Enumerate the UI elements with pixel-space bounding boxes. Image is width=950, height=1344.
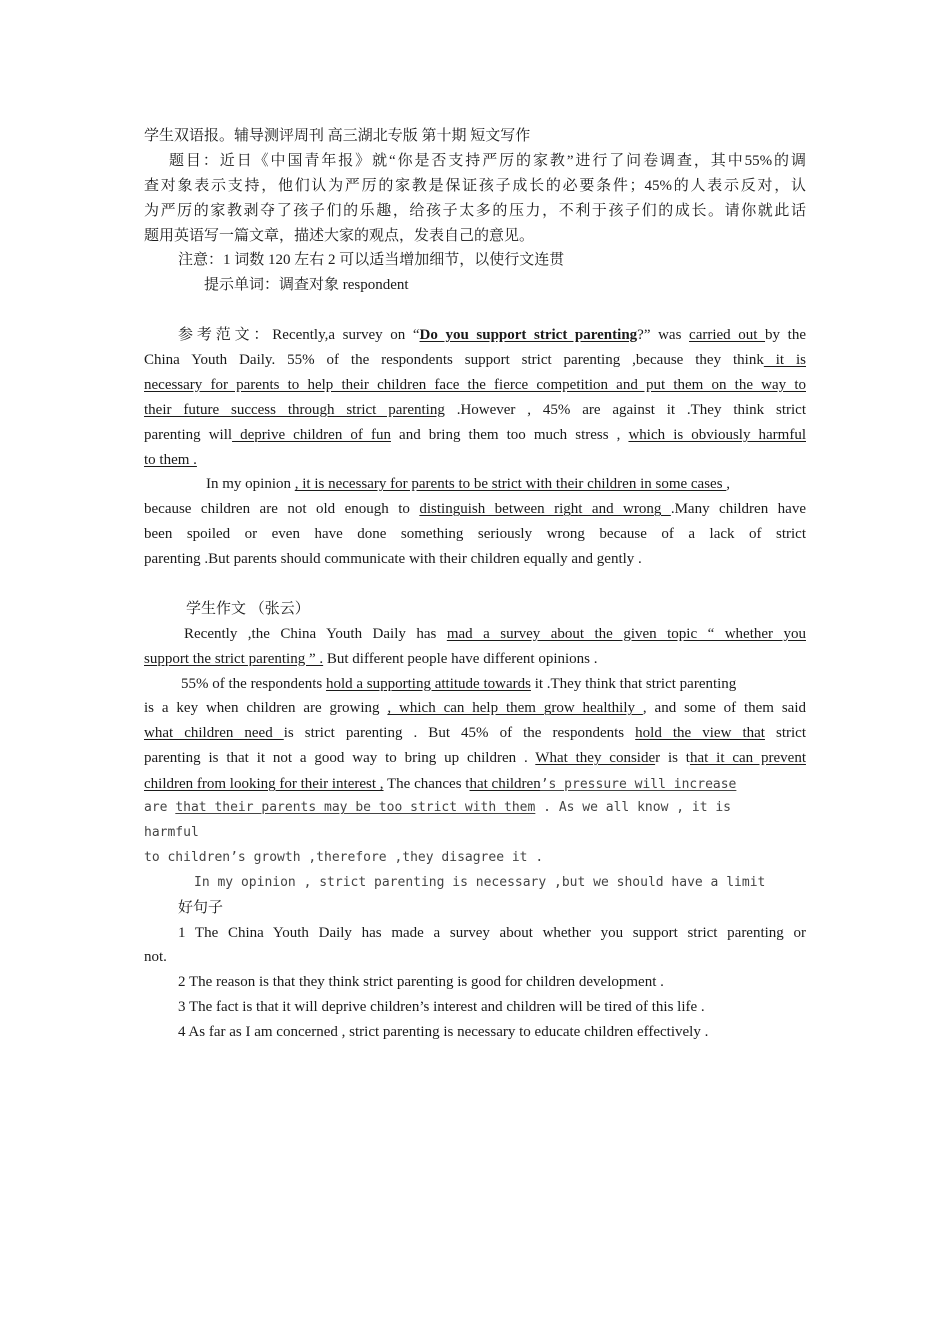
student-essay [144, 597, 806, 896]
student-essay-title: 学生作文 （张云） [186, 600, 310, 617]
text-run: is strict parenting . But 45% of the respondents [283, 725, 636, 742]
text-run: parenting is that it not a good way to bring up children . [144, 750, 536, 767]
text-run: The chances t [383, 776, 470, 793]
model-line [144, 423, 806, 448]
document-header: 学生双语报。辅导测评周刊 高三湖北专版 第十期 短文写作 [144, 128, 531, 144]
spacer [144, 298, 806, 323]
prompt-line: 题目：近日《中国青年报》就“你是否支持严厉的家教”进行了问卷调查，其中55%的调 [169, 152, 806, 169]
spacer [144, 572, 806, 597]
model-line [144, 348, 806, 373]
prompt-note: 注意：1 词数 120 左右 2 可以适当增加细节，以使行文连贯 [178, 252, 565, 269]
text-run: and bring them too much stress , [390, 426, 629, 443]
model-essay [144, 323, 806, 572]
document-page [144, 124, 806, 1045]
student-line [144, 672, 806, 697]
underlined-text: deprive children of fun [232, 426, 391, 443]
model-line [144, 398, 806, 423]
model-line [144, 472, 806, 497]
text-run: because children are not old enough to [144, 501, 420, 518]
student-line [144, 746, 806, 771]
text-run: parenting will [144, 426, 233, 443]
text-run: But different people have different opinions . [323, 650, 598, 667]
text-run: ?” was [637, 327, 690, 344]
text-run: , and some of them said [642, 700, 806, 717]
underlined-text: Do you support strict parenting [419, 327, 638, 344]
underlined-text: necessary for parents to help their children face the fierce competition and put them on the way to [144, 376, 806, 393]
underlined-text: , it is necessary for parents to be strict with their children in some cases [294, 476, 727, 493]
text-run: . As we all know , it is [535, 800, 732, 816]
underlined-text: distinguish between right and wrong [419, 501, 671, 518]
underlined-text: which is obviously harmful [628, 426, 806, 443]
prompt-hint: 提示单词：调查对象 respondent [204, 277, 409, 294]
underlined-text: ’s pressure will increase [540, 777, 737, 793]
underlined-text: carried out [689, 327, 766, 344]
student-line [144, 647, 806, 672]
model-line [144, 497, 806, 522]
underlined-text: what children need [144, 725, 284, 742]
essay-prompt [144, 149, 806, 298]
underlined-text: support the strict parenting ” . [144, 650, 324, 667]
prompt-line: 查对象表示支持，他们认为严厉的家教是保证孩子成长的必要条件；45%的人表示反对，认 [144, 177, 806, 194]
student-line [144, 771, 806, 796]
student-line [144, 622, 806, 647]
good-sentence: 3 The fact is that it will deprive children’s interest and children will be tired of this life . [178, 999, 705, 1016]
prompt-line: 为严厉的家教剥夺了孩子们的乐趣，给孩子太多的压力，不利于孩子们的成长。请你就此话 [144, 202, 806, 219]
student-line: harmful [144, 824, 199, 840]
underlined-text: it is [763, 352, 806, 369]
text-run: is a key when children are growing [144, 700, 388, 717]
underlined-text: , which can help them grow healthily [387, 700, 643, 717]
underlined-text: their future success through strict parenting [144, 401, 445, 418]
student-line: In my opinion , strict parenting is necessary ,but we should have a limit [194, 874, 766, 890]
underlined-text: What they conside [535, 750, 656, 767]
model-line [144, 448, 806, 473]
good-sentence: 2 The reason is that they think strict parenting is good for children development . [178, 974, 664, 991]
good-sentence: not. [144, 949, 167, 966]
text-run: are [144, 800, 176, 816]
good-sentence: 4 As far as I am concerned , strict parenting is necessary to educate children effectively . [178, 1024, 709, 1041]
underlined-text: children from looking for their interest , [144, 776, 384, 793]
text-run: Recently ,the China Youth Daily has [184, 625, 447, 642]
text-run: 55% of the respondents [181, 675, 326, 692]
good-sentences [144, 896, 806, 1045]
text-run: , [726, 476, 731, 493]
underlined-text: hat it can prevent [689, 750, 806, 767]
text-run: r is t [655, 750, 690, 767]
text-run: it .They think that strict parenting [530, 675, 737, 692]
student-line: to children’s growth ,therefore ,they disagree it . [144, 849, 544, 865]
underlined-text: to them . [144, 451, 197, 468]
text-run: by the [765, 327, 806, 344]
prompt-line: 题用英语写一篇文章，描述大家的观点，发表自己的意见。 [144, 227, 535, 244]
text-run: In my opinion [206, 476, 295, 493]
student-line [144, 721, 806, 746]
underlined-text: that their parents may be too strict with them [175, 800, 536, 816]
good-sentences-title: 好句子 [178, 899, 224, 916]
student-line [144, 696, 806, 721]
text-run: .Many children have [670, 501, 806, 518]
underlined-text: hold the view that [635, 725, 765, 742]
text-run: 参考范文：Recently,a survey on “ [178, 327, 420, 344]
good-sentence: 1 The China Youth Daily has made a survey about whether you support strict parenting or [178, 924, 806, 941]
text-run: .However , 45% are against it .They think strict [444, 401, 806, 418]
text-run: China Youth Daily. 55% of the respondents support strict parenting ,because they think [144, 352, 764, 369]
model-line: been spoiled or even have done something seriously wrong because of a lack of strict [144, 526, 806, 543]
student-line [144, 796, 806, 821]
model-line: parenting .But parents should communicate with their children equally and gently . [144, 551, 642, 568]
text-run: strict [764, 725, 806, 742]
underlined-text: mad a survey about the given topic “ whether you [446, 625, 806, 642]
model-line [144, 373, 806, 398]
model-line [144, 323, 806, 348]
underlined-text: hat children [469, 776, 541, 793]
underlined-text: hold a supporting attitude towards [325, 675, 531, 692]
